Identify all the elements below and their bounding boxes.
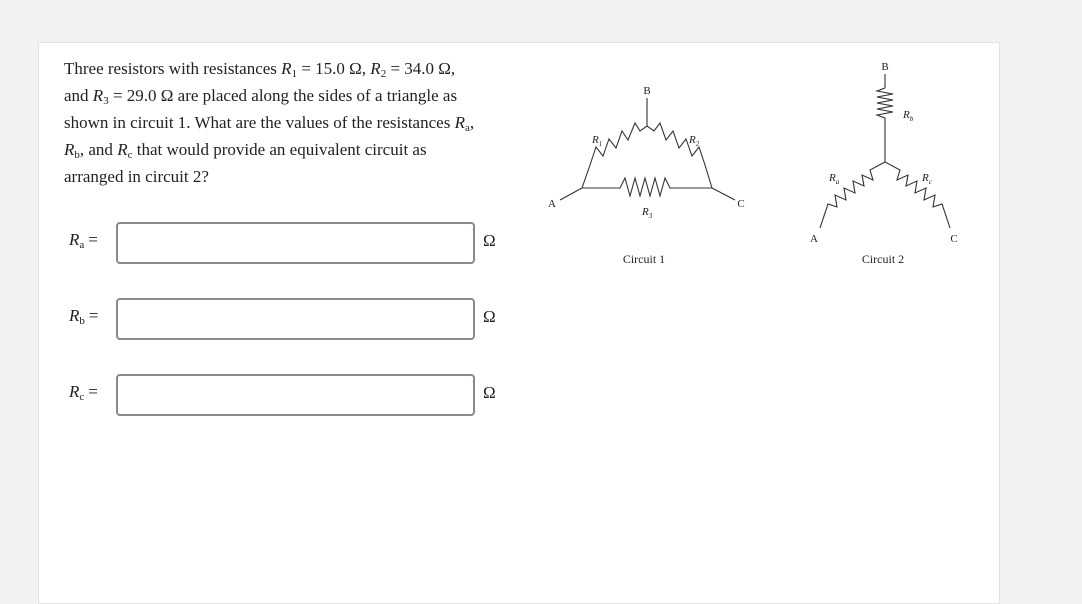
r1-subscript: 1 [291, 68, 298, 80]
circuit1-r1-sub: 1 [598, 140, 603, 148]
circuit2-ra-var: R [829, 172, 836, 184]
ra-unit: Ω [483, 231, 496, 250]
answer-row-ra [69, 222, 509, 264]
q4-mid: , and [79, 140, 118, 159]
circuit2-rc-sub: c [928, 178, 932, 186]
ra-label-symbol: R [69, 230, 80, 249]
circuit1-r2-sub: 2 [695, 140, 700, 148]
circuit1-node-c: C [737, 198, 745, 210]
circuit1-node-a: A [548, 198, 556, 210]
question-line-1 [64, 55, 534, 82]
q2-text: and [64, 86, 93, 105]
rb-subscript: b [74, 149, 80, 161]
rc-subscript: c [127, 149, 133, 161]
r2-value: = 34.0 Ω, [386, 59, 456, 78]
question-line-4 [64, 136, 534, 163]
ra-equals: = [88, 230, 98, 249]
question-line-2 [64, 82, 534, 109]
circuit2-rb-var: R [903, 109, 910, 121]
r3-subscript: 3 [103, 95, 109, 107]
circuit2-node-a: A [810, 233, 818, 245]
rb-label-subscript: b [79, 315, 85, 327]
q4-post: that would provide an equivalent circuit as [132, 140, 427, 159]
question-line-5: arranged in circuit 2? [64, 167, 209, 186]
circuit1-r2-var: R [689, 134, 696, 146]
circuit2-caption: Circuit 2 [861, 252, 905, 266]
ra-subscript: a [464, 122, 470, 134]
q3-post: , [469, 113, 475, 132]
circuit2-rc-var: R [922, 172, 929, 184]
answer-row-rc [69, 374, 509, 416]
r2-symbol: R [370, 59, 381, 78]
q1-text: Three resistors with resistances [64, 59, 282, 78]
problem-card [38, 42, 1000, 604]
circuit2-ra-sub: a [835, 178, 840, 186]
rb-equals: = [88, 306, 99, 325]
rc-symbol: R [117, 140, 128, 159]
rb-input[interactable] [116, 298, 475, 340]
rb-label [69, 306, 98, 326]
ra-label-subscript: a [79, 239, 85, 251]
circuit2-node-b: B [881, 61, 889, 73]
r3-symbol: R [92, 86, 104, 105]
circuit1-caption: Circuit 1 [622, 252, 666, 266]
circuit2-rb-sub: b [909, 115, 914, 123]
rc-equals: = [88, 382, 98, 401]
circuit1-r3-var: R [642, 206, 649, 218]
ra-input[interactable] [116, 222, 475, 264]
rc-label-symbol: R [69, 382, 80, 401]
rb-symbol: R [64, 140, 75, 159]
r3-value: = 29.0 Ω are placed along the sides of a triangle as [108, 86, 458, 105]
rc-label-subscript: c [79, 391, 85, 403]
rc-label [69, 382, 98, 402]
rc-input[interactable] [116, 374, 475, 416]
question-text [64, 55, 534, 190]
circuit2-node-c: C [950, 233, 958, 245]
rc-unit: Ω [483, 383, 496, 402]
circuit1-r3-sub: 3 [648, 212, 653, 220]
r1-value: = 15.0 Ω, [297, 59, 371, 78]
ra-label [69, 230, 98, 250]
question-line-3 [64, 109, 534, 136]
rb-unit: Ω [483, 307, 496, 326]
r1-symbol: R [281, 59, 292, 78]
circuit1-r1-var: R [592, 134, 599, 146]
q3-text: shown in circuit 1. What are the values of the resistances [64, 113, 455, 132]
circuit1-node-b: B [643, 85, 651, 97]
ra-symbol: R [454, 113, 465, 132]
rb-label-symbol: R [69, 306, 80, 325]
r2-subscript: 2 [380, 68, 387, 80]
answer-row-rb [69, 298, 509, 340]
